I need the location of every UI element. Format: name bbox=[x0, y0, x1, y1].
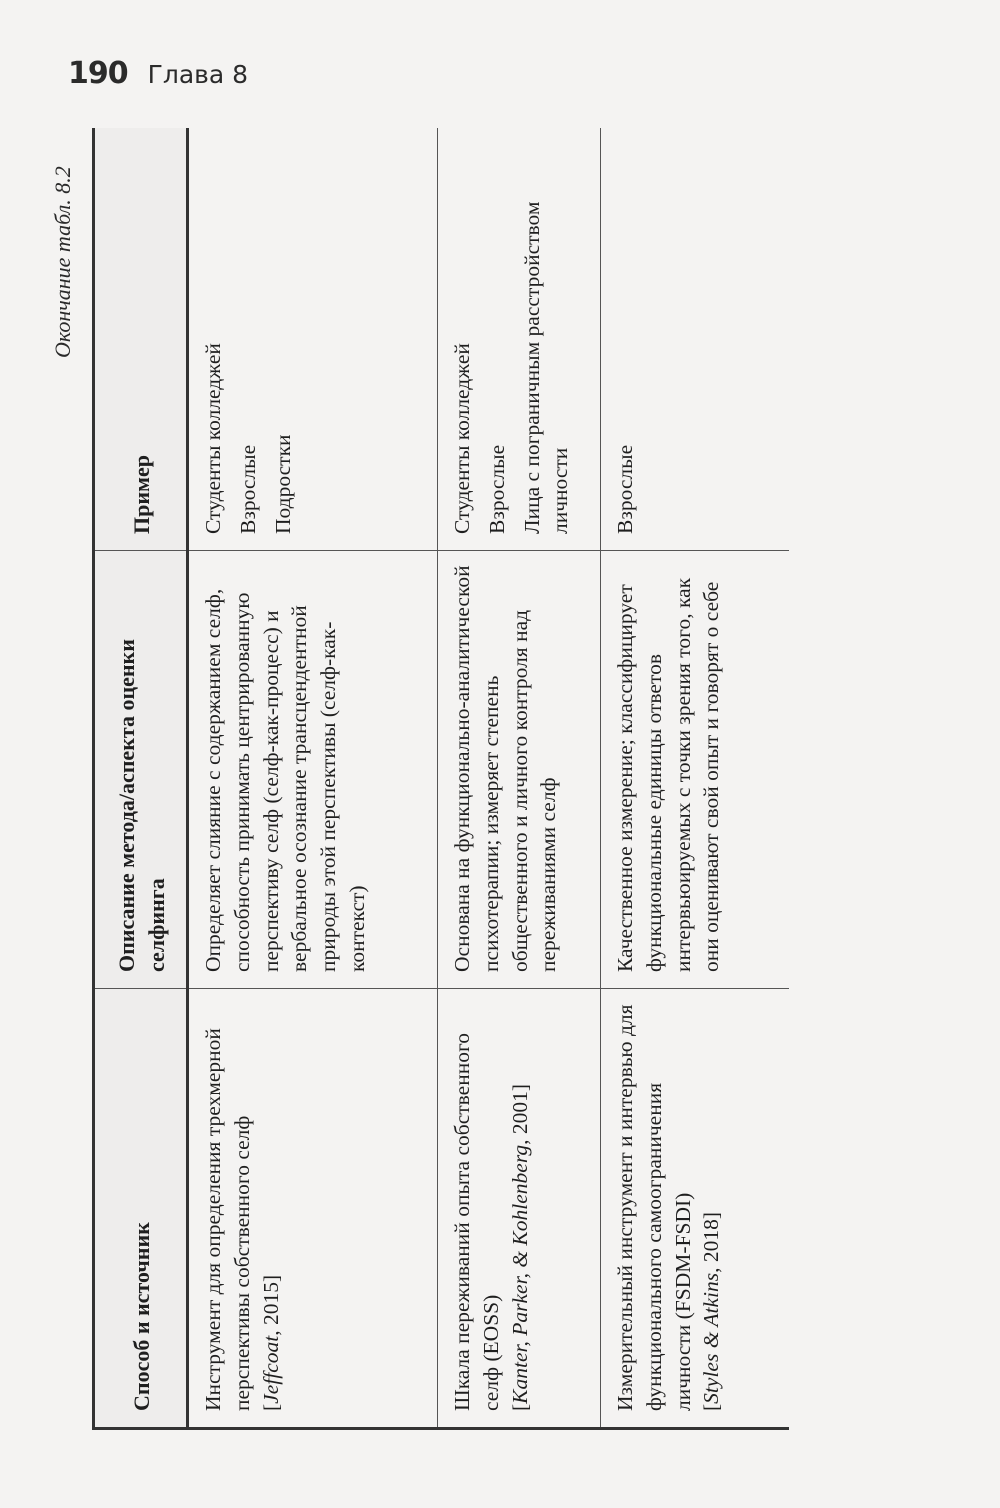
table-region bbox=[92, 128, 789, 1430]
method-name: Инструмент для определения трехмерной перспективы собственного селф bbox=[201, 1028, 254, 1411]
table-header-row bbox=[94, 128, 188, 1429]
source-year: , 2018] bbox=[699, 1211, 724, 1273]
page-number: 190 bbox=[68, 56, 128, 91]
example-item: Взрослые bbox=[484, 444, 509, 534]
source-bracket-open: [ bbox=[258, 1403, 283, 1411]
table-row bbox=[601, 128, 790, 1429]
example-cell bbox=[438, 128, 601, 551]
rotated-table-container bbox=[92, 128, 789, 1430]
methods-table bbox=[92, 128, 789, 1430]
method-cell bbox=[438, 989, 601, 1429]
caption-suffix: 8.2 bbox=[50, 166, 75, 200]
source-authors: Kanter, Parker, & Kohlenberg bbox=[507, 1144, 532, 1404]
source-year: , 2001] bbox=[507, 1083, 532, 1145]
source-bracket-open: [ bbox=[507, 1403, 532, 1411]
caption-emph: табл. bbox=[50, 199, 75, 253]
method-name: Шкала переживаний опыта собственного селф (EOSS) bbox=[450, 1032, 503, 1411]
table-row bbox=[438, 128, 601, 1429]
source-bracket-open: [ bbox=[699, 1403, 724, 1411]
method-source bbox=[506, 1003, 535, 1411]
chapter-title: Глава 8 bbox=[147, 60, 249, 89]
example-item: Лица с пограничным расстройством личности bbox=[519, 201, 573, 534]
header-example: Пример bbox=[94, 128, 188, 551]
description-cell: Качественное измерение; классифицирует функциональные единицы ответов интервьюируемых с точки зрения того, как они оценивают свой опыт и говорят о себе bbox=[601, 551, 790, 989]
table-caption bbox=[50, 128, 84, 358]
method-source bbox=[697, 1003, 726, 1411]
example-item: Студенты колледжей bbox=[201, 343, 225, 534]
method-cell bbox=[601, 989, 790, 1429]
method-name: Измерительный инструмент и интервью для функционального самоограничения личности (FSDM-FSDI) bbox=[613, 1004, 695, 1411]
caption-prefix: Окончание bbox=[50, 252, 75, 358]
example-cell bbox=[188, 128, 438, 551]
description-cell: Основана на функционально-аналитической психотерапии; измеряет степень общественного и личного контроля над переживаниями селф bbox=[438, 551, 601, 989]
source-authors: Jeffcoat bbox=[258, 1335, 283, 1404]
source-year: , 2015] bbox=[258, 1274, 283, 1336]
example-item: Взрослые bbox=[235, 444, 260, 534]
example-item: Подростки bbox=[270, 434, 295, 534]
header-method-source: Способ и источник bbox=[94, 989, 188, 1429]
example-item: Студенты колледжей bbox=[450, 343, 474, 534]
method-source bbox=[257, 1003, 286, 1411]
header-description: Описание метода/аспекта оценки селфинга bbox=[94, 551, 188, 989]
method-cell bbox=[188, 989, 438, 1429]
example-item: Взрослые bbox=[613, 444, 637, 534]
table-row bbox=[188, 128, 438, 1429]
page-header bbox=[68, 56, 248, 91]
source-authors: Styles & Atkins bbox=[699, 1272, 724, 1404]
description-cell: Определяет слияние с содержанием селф, способность принимать центрированную перспективу селф (селф-как-процесс) и вербальное осознание трансцендентной природы этой перспективы (селф-как-контекст) bbox=[188, 551, 438, 989]
example-cell bbox=[601, 128, 790, 551]
